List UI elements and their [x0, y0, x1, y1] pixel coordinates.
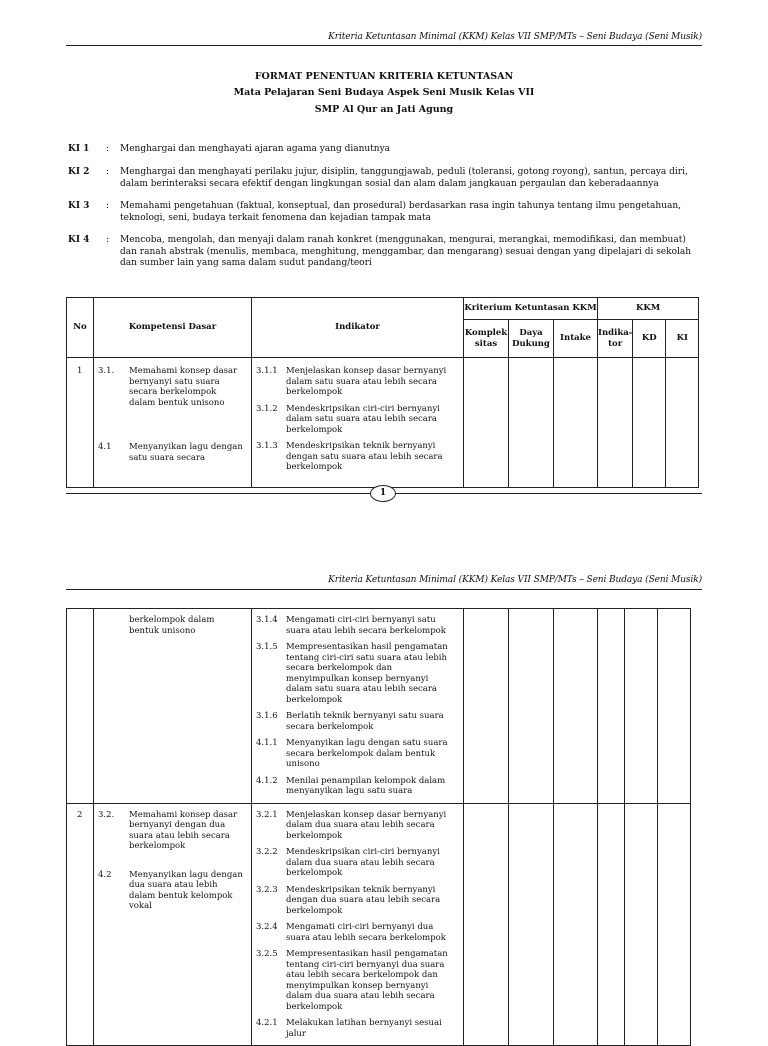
cell-kkm-kd[interactable]	[633, 358, 666, 488]
indicator-item	[252, 885, 463, 917]
row-no: 2	[67, 803, 94, 1046]
page-number: 1	[370, 485, 396, 502]
cell-kompleksitas[interactable]	[464, 609, 509, 804]
ki-text: Mencoba, mengolah, dan menyaji dalam ranah konkret (menggunakan, mengurai, merangkai, memodifikasi, dan membuat) dan ranah abstrak (menulis, membaca, menghitung, menggambar, dan mengarang) sesuai dengan yang dipelajari di sekolah dan sumber lain yang sama dalam sudut pandang/teori	[120, 235, 692, 268]
header-ki: KI	[666, 320, 699, 358]
indicator-number: 4.1.2	[256, 775, 278, 786]
indicator-number: 3.1.1	[256, 366, 278, 376]
indicator-number: 3.2.2	[256, 847, 278, 857]
kd-text: Menyanyikan lagu dengan dua suara atau lebih dalam bentuk kelompok vokal	[129, 869, 243, 911]
kkm-table-page2-wrapper	[66, 608, 706, 1039]
indicator-number: 4.2.1	[256, 1018, 278, 1028]
kd-item	[94, 442, 251, 463]
document-title: FORMAT PENENTUAN KRITERIA KETUNTASAN	[254, 71, 514, 82]
indicator-text: Melakukan latihan bernyanyi sesuai jalur	[286, 1018, 442, 1039]
indicator-item	[252, 711, 463, 732]
kkm-table-page1	[66, 297, 699, 488]
ki-label: KI 1	[68, 144, 90, 154]
document-subtitle: Mata Pelajaran Seni Budaya Aspek Seni Musik Kelas VII	[233, 87, 535, 98]
indicator-text: Menilai penampilan kelompok dalam menyanyikan lagu satu suara	[286, 775, 446, 796]
indicator-number: 3.2.5	[256, 949, 278, 959]
cell-kompleksitas[interactable]	[464, 803, 509, 1046]
cell-intake[interactable]	[554, 609, 598, 804]
header-kompleksitas: Komplek sitas	[464, 320, 509, 358]
kd-item	[94, 615, 251, 636]
indicator-item	[252, 1018, 463, 1039]
header-indikator: Indikator	[252, 298, 464, 358]
cell-kkm-indikator[interactable]	[598, 358, 633, 488]
ki-label: KI 2	[68, 167, 90, 177]
table-row	[67, 803, 691, 1046]
ki-label: KI 4	[68, 235, 90, 245]
indicator-text: Mendeskripsikan teknik bernyanyi dengan satu suara atau lebih secara berkelompok	[286, 441, 443, 472]
ki-label: KI 3	[68, 201, 90, 211]
cell-kkm-indikator[interactable]	[598, 609, 625, 804]
table-row	[67, 358, 699, 488]
kkm-table-page1-wrapper	[66, 297, 706, 475]
header-rule	[66, 45, 702, 46]
header-daya-dukung: Daya Dukung	[509, 320, 554, 358]
header-no: No	[67, 298, 94, 358]
indicator-item	[252, 847, 463, 879]
table-row	[67, 609, 691, 804]
indicator-item	[252, 366, 463, 398]
header-kkm: KKM	[598, 298, 699, 320]
ki-text: Menghargai dan menghayati ajaran agama yang dianutnya	[120, 144, 391, 154]
indicator-number: 4.1.1	[256, 738, 278, 748]
indicator-text: Mempresentasikan hasil pengamatan tentang ciri-ciri satu suara atau lebih secara berkelompok dan menyimpulkan konsep bernyanyi dalam satu suara atau lebih secara berkelompok	[286, 642, 448, 705]
indicator-number: 3.2.3	[256, 884, 278, 895]
row-no	[67, 609, 94, 804]
cell-kkm-indikator[interactable]	[598, 803, 625, 1046]
row-kd-cell	[94, 358, 252, 488]
indicator-text: Mengamati ciri-ciri bernyanyi dua suara atau lebih secara berkelompok	[286, 922, 446, 943]
indicator-text: Mendeskripsikan teknik bernyanyi dengan dua suara atau lebih secara berkelompok	[286, 884, 441, 916]
header-rule-page2	[66, 589, 702, 590]
indicator-text: Menjelaskan konsep dasar bernyanyi dalam satu suara atau lebih secara berkelompok	[286, 366, 447, 397]
kd-item	[94, 870, 251, 912]
cell-kkm-ki[interactable]	[666, 358, 699, 488]
row-indicator-cell	[252, 609, 464, 804]
kd-text: Memahami konsep dasar bernyanyi satu suara secara berkelompok dalam bentuk unisono	[129, 366, 238, 408]
indicator-number: 3.1.4	[256, 615, 278, 625]
kd-number: 3.1.	[98, 366, 115, 376]
header-intake: Intake	[554, 320, 598, 358]
kd-number: 4.1	[98, 442, 112, 452]
header-kd: KD	[633, 320, 666, 358]
row-kd-cell	[94, 803, 252, 1046]
ki-separator: :	[106, 167, 110, 177]
kd-number: 4.2	[98, 869, 112, 880]
indicator-item	[252, 810, 463, 842]
kd-text: Menyanyikan lagu dengan satu suara secara	[129, 442, 243, 463]
cell-daya-dukung[interactable]	[509, 803, 554, 1046]
cell-kkm-ki[interactable]	[658, 609, 691, 804]
cell-kompleksitas[interactable]	[464, 358, 509, 488]
ki-separator: :	[106, 201, 110, 211]
cell-kkm-kd[interactable]	[625, 803, 658, 1046]
indicator-item	[252, 949, 463, 1012]
indicator-item	[252, 615, 463, 636]
header-indikator-kkm: Indika-tor	[598, 320, 633, 358]
kd-number: 3.2.	[98, 809, 115, 820]
indicator-text: Mengamati ciri-ciri bernyanyi satu suara atau lebih secara berkelompok	[286, 615, 446, 636]
cell-kkm-kd[interactable]	[625, 609, 658, 804]
indicator-item	[252, 776, 463, 797]
cell-intake[interactable]	[554, 358, 598, 488]
indicator-text: Berlatih teknik bernyanyi satu suara secara berkelompok	[286, 711, 444, 732]
ki-separator: :	[106, 144, 110, 154]
indicator-number: 3.2.4	[256, 922, 278, 932]
kkm-table-page2	[66, 608, 691, 1046]
indicator-number: 3.1.3	[256, 441, 278, 451]
ki-text: Memahami pengetahuan (faktual, konseptual, dan prosedural) berdasarkan rasa ingin tahunya tentang ilmu pengetahuan, teknologi, seni, budaya terkait fenomena dan kejadian tampak mata	[120, 201, 682, 223]
cell-intake[interactable]	[554, 803, 598, 1046]
indicator-text: Mendeskripsikan ciri-ciri bernyanyi dalam dua suara atau lebih secara berkelompok	[286, 847, 440, 878]
running-header: Kriteria Ketuntasan Minimal (KKM) Kelas VII SMP/MTs – Seni Budaya (Seni Musik)	[328, 32, 702, 42]
indicator-number: 3.1.6	[256, 711, 278, 721]
indicator-item	[252, 922, 463, 943]
cell-kkm-ki[interactable]	[658, 803, 691, 1046]
kd-item	[94, 366, 251, 408]
indicator-item	[252, 738, 463, 770]
indicator-text: Menyanyikan lagu dengan satu suara secara berkelompok dalam bentuk unisono	[286, 738, 448, 769]
indicator-number: 3.1.5	[256, 642, 278, 652]
kd-text: berkelompok dalam bentuk unisono	[129, 615, 215, 636]
ki-text: Menghargai dan menghayati perilaku jujur, disiplin, tanggungjawab, peduli (toleransi, gotong royong), santun, percaya diri, dalam berinteraksi secara efektif dengan lingkungan sosial dan alam dalam jangkauan pergaulan dan keberadaannya	[120, 167, 688, 189]
kd-item	[94, 810, 251, 852]
cell-daya-dukung[interactable]	[509, 358, 554, 488]
indicator-text: Menjelaskan konsep dasar bernyanyi dalam dua suara atau lebih secara berkelompok	[286, 809, 447, 841]
indicator-text: Mendeskripsikan ciri-ciri bernyanyi dalam satu suara atau lebih secara berkelompok	[286, 403, 440, 435]
indicator-item	[252, 642, 463, 705]
kd-text: Memahami konsep dasar bernyanyi dengan dua suara atau lebih secara berkelompok	[129, 809, 238, 851]
indicator-number: 3.2.1	[256, 809, 278, 820]
header-kompetensi-dasar: Kompetensi Dasar	[94, 298, 252, 358]
row-indicator-cell	[252, 803, 464, 1046]
school-name: SMP Al Qur an Jati Agung	[314, 104, 454, 115]
row-indicator-cell	[252, 358, 464, 488]
indicator-item	[252, 441, 463, 473]
header-kriterium: Kriterium Ketuntasan KKM	[464, 298, 598, 320]
ki-separator: :	[106, 235, 110, 245]
kd-number	[94, 615, 129, 636]
row-kd-cell	[94, 609, 252, 804]
cell-daya-dukung[interactable]	[509, 609, 554, 804]
running-header-page2: Kriteria Ketuntasan Minimal (KKM) Kelas VII SMP/MTs – Seni Budaya (Seni Musik)	[328, 575, 702, 585]
indicator-text: Mempresentasikan hasil pengamatan tentang ciri-ciri bernyanyi dua suara atau lebih secara berkelompok dan menyimpulkan konsep bernyanyi dalam dua suara atau lebih secara berkelompok	[286, 949, 448, 1012]
indicator-number: 3.1.2	[256, 403, 278, 414]
row-no: 1	[67, 358, 94, 488]
indicator-item	[252, 404, 463, 436]
